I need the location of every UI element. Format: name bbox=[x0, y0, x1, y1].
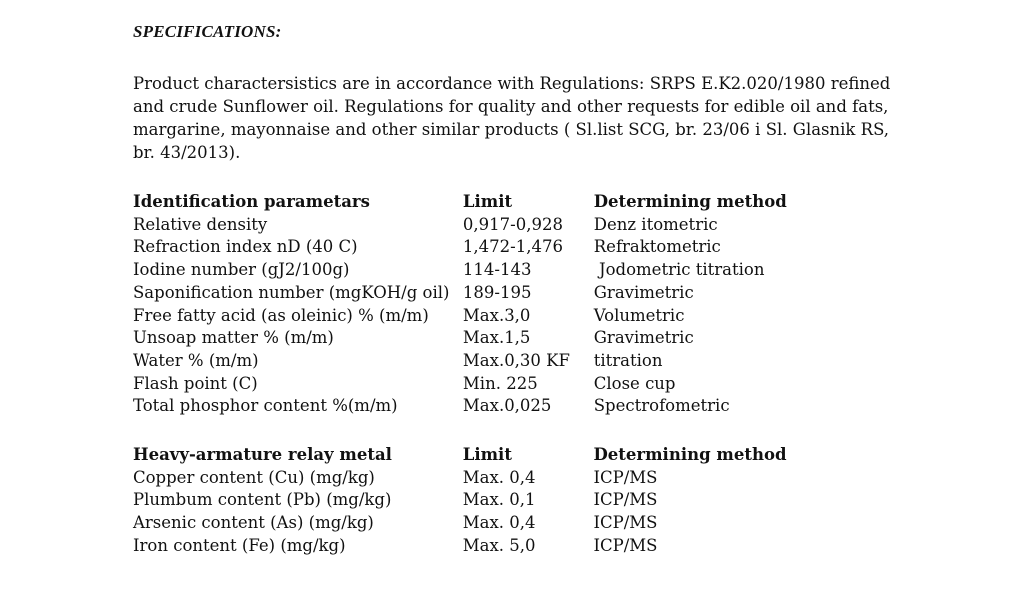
method-cell: Denz itometric bbox=[593, 214, 718, 234]
column-header-method: Determining method bbox=[593, 192, 787, 211]
parameter-cell: Unsoap matter % (m/m) bbox=[133, 328, 334, 348]
column-header-parameter: Identification parametars bbox=[133, 192, 370, 211]
limit-cell: 114-143 bbox=[462, 260, 532, 280]
heavy-metals-table bbox=[133, 444, 913, 558]
table-row bbox=[133, 305, 913, 328]
method-cell: Close cup bbox=[593, 373, 676, 393]
parameter-cell: Total phosphor content %(m/m) bbox=[133, 396, 398, 416]
table-row bbox=[133, 373, 913, 396]
table-header-row bbox=[133, 191, 913, 214]
column-header-limit: Limit bbox=[462, 445, 512, 465]
method-cell: Spectrofometric bbox=[593, 396, 730, 416]
limit-cell: Max. 5,0 bbox=[462, 535, 536, 555]
column-header-limit: Limit bbox=[462, 192, 513, 211]
column-header-method: Determining method bbox=[593, 445, 787, 465]
table-row bbox=[133, 282, 913, 305]
parameter-cell: Iodine number (gJ2/100g) bbox=[133, 260, 350, 280]
document-page bbox=[133, 20, 913, 558]
limit-cell: Max.3,0 bbox=[462, 305, 531, 325]
limit-cell: Max.0,30 KF bbox=[462, 350, 570, 370]
limit-cell: Max. 0,4 bbox=[462, 467, 536, 487]
limit-cell: Max. 0,4 bbox=[462, 513, 536, 533]
method-cell: Gravimetric bbox=[593, 282, 694, 302]
method-cell: ICP/MS bbox=[593, 467, 658, 487]
method-cell: titration bbox=[593, 350, 663, 370]
parameter-cell: Iron content (Fe) (mg/kg) bbox=[133, 535, 346, 555]
method-cell: Gravimetric bbox=[593, 328, 694, 348]
limit-cell: Min. 225 bbox=[462, 373, 538, 393]
parameter-cell: Saponification number (mgKOH/g oil) bbox=[133, 282, 450, 302]
table-row bbox=[133, 236, 913, 259]
limit-cell: Max.0,025 bbox=[462, 396, 552, 416]
table-row bbox=[133, 535, 913, 558]
identification-parameters-table bbox=[133, 191, 913, 418]
parameter-cell: Free fatty acid (as oleinic) % (m/m) bbox=[133, 305, 429, 325]
method-cell: Jodometric titration bbox=[593, 260, 765, 280]
parameter-cell: Arsenic content (As) (mg/kg) bbox=[133, 513, 374, 533]
method-cell: ICP/MS bbox=[593, 490, 658, 510]
table-row bbox=[133, 350, 913, 373]
method-cell: ICP/MS bbox=[593, 535, 658, 555]
parameter-cell: Flash point (C) bbox=[133, 373, 258, 393]
limit-cell: Max.1,5 bbox=[462, 328, 531, 348]
table-row bbox=[133, 395, 913, 418]
table-header-row bbox=[133, 444, 913, 467]
parameter-cell: Refraction index nD (40 C) bbox=[133, 237, 358, 257]
table-row bbox=[133, 512, 913, 535]
table-row bbox=[133, 467, 913, 490]
table-row bbox=[133, 259, 913, 282]
section-heading: SPECIFICATIONS: bbox=[133, 22, 282, 41]
limit-cell: 189-195 bbox=[462, 282, 532, 302]
method-cell: ICP/MS bbox=[593, 513, 658, 533]
limit-cell: 0,917-0,928 bbox=[462, 214, 563, 234]
parameter-cell: Plumbum content (Pb) (mg/kg) bbox=[133, 490, 392, 510]
parameter-cell: Relative density bbox=[133, 214, 268, 234]
limit-cell: 1,472-1,476 bbox=[462, 237, 563, 257]
limit-cell: Max. 0,1 bbox=[462, 490, 536, 510]
parameter-cell: Water % (m/m) bbox=[133, 350, 259, 370]
method-cell: Volumetric bbox=[593, 305, 685, 325]
table-row bbox=[133, 214, 913, 237]
parameter-cell: Copper content (Cu) (mg/kg) bbox=[133, 467, 375, 487]
intro-paragraph: Product charactersistics are in accordance with Regulations: SRPS E.K2.020/1980 refined and crude Sunflower oil. Regulations for quality and other requests for edible oil and fats, margarine, mayonnaise and other similar products ( Sl.list SCG, br. 23/06 i Sl. Glasnik RS, br. 43/2013). bbox=[133, 74, 891, 162]
table-row bbox=[133, 489, 913, 512]
method-cell: Refraktometric bbox=[593, 237, 721, 257]
column-header-parameter: Heavy-armature relay metal bbox=[133, 445, 392, 465]
table-row bbox=[133, 327, 913, 350]
